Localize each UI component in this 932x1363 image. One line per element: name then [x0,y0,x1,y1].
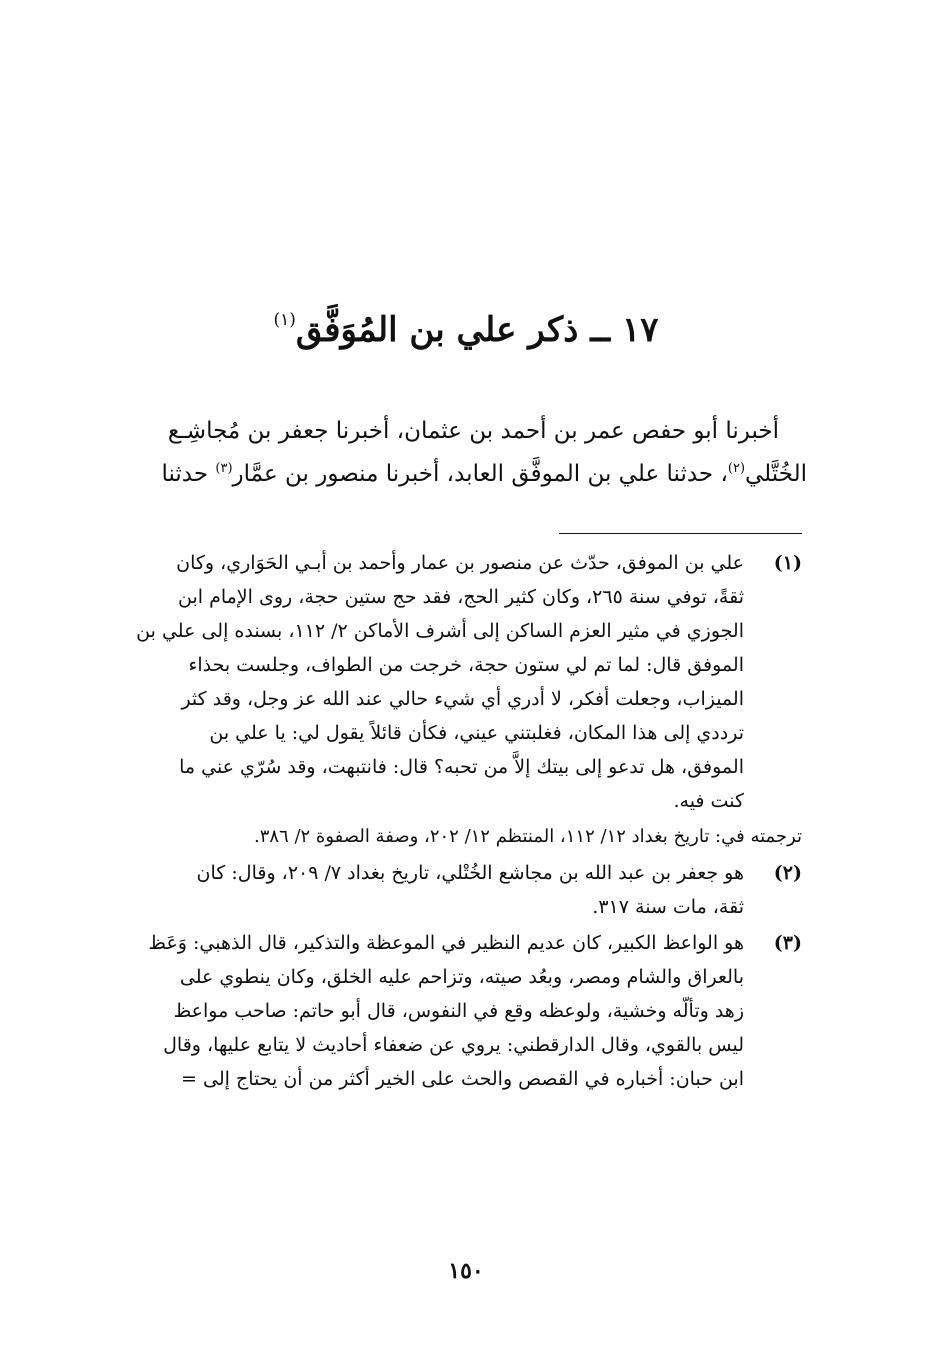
footnote-divider [559,533,802,534]
footnote-line: ليس بالقوي، وقال الدارقطني: يروي عن ضعفاء أحاديث لا يتابع عليها، وقال [163,1034,744,1056]
main-text [85,412,807,493]
chapter-heading [0,298,932,352]
footnote-line: ترددي إلى هذا المكان، فغلبتني عيني، فكأن قائلاً يقول لي: يا علي بن [209,722,744,744]
footnote-number: (٢) [773,862,802,884]
footnote-note: ترجمته في: تاريخ بغداد ١٢/ ١١٢، المنتظم ١٢/ ٢٠٢، وصفة الصفوة ٢/ ٣٨٦. [253,826,802,847]
footnote-ref-2[interactable]: (٢) [727,461,746,476]
narrator-name: الخُتَّلي [745,461,807,487]
main-text-segment: حدثنا [161,461,216,487]
footnote-line: علي بن الموفق، حدّث عن منصور بن عمار وأحمد بن أبـي الحَوَاري، وكان [176,552,744,574]
footnote-line: ابن حبان: أخباره في القصص والحث على الخير أكثر من أن يحتاج إلى = [181,1068,744,1090]
chapter-number: ١٧ [621,310,659,350]
main-text-line: أخبرنا أبو حفص عمر بن أحمد بن عثمان، أخبرنا جعفر بن مُجاشِـع [167,418,779,444]
footnote-3 [126,926,802,1096]
footnote-1 [126,546,802,818]
footnote-line: هو جعفر بن عبد الله بن مجاشع الخُتْلي، تاريخ بغداد ٧/ ٢٠٩، وقال: كان [196,862,744,884]
chapter-title: ذكر علي بن المُوَفَّق [295,310,579,350]
footnotes-section [126,546,802,1098]
footnote-line: هو الواعظ الكبير، كان عديم النظير في الموعظة والتذكير، قال الذهبي: وَعَظ [148,932,744,954]
main-text-line [85,450,807,493]
main-text-segment: ، حدثنا علي بن الموفَّق العابد، أخبرنا منصور بن عمَّار [232,461,728,487]
page-number: ١٥٠ [448,1258,484,1284]
chapter-footnote-ref[interactable]: (١) [273,310,296,330]
footnote-line: ثقةً، توفي سنة ٢٦٥، وكان كثير الحج، فقد حج ستين حجة، روى الإمام ابن [178,586,744,608]
chapter-dash: ــ [590,310,611,350]
footnote-ref-3[interactable]: (٣) [215,461,233,476]
footnote-2 [126,856,802,924]
footnote-1-biography-note [126,820,802,854]
footnote-line: الموفق، هل تدعو إلى بيتك إلاَّ من تحبه؟ قال: فانتبهت، وقد سُرّي عني ما [179,756,744,778]
footnote-line: الموفق قال: لما تم لي ستون حجة، خرجت من الطواف، وجلست بحذاء [188,654,744,676]
footnote-line: كنت فيه. [673,790,744,812]
footnote-number: (١) [773,552,802,574]
footnote-number: (٣) [773,932,802,954]
footnote-line: بالعراق والشام ومصر، وبعُد صيته، وتزاحم عليه الخلق، وكان ينطوي على [179,966,744,988]
footnote-line: الجوزي في مثير العزم الساكن إلى أشرف الأماكن ٢/ ١١٢، بسنده إلى علي بن [136,620,744,642]
footnote-line: ثقة، مات سنة ٣١٧. [592,896,744,918]
footnote-line: زهد وتألّه وخشية، ولوعظه وقع في النفوس، قال أبو حاتم: صاحب مواعظ [173,1000,744,1022]
footnote-line: الميزاب، وجعلت أفكر، لا أدري أي شيء حالي عند الله عز وجل، وقد كثر [181,688,744,710]
